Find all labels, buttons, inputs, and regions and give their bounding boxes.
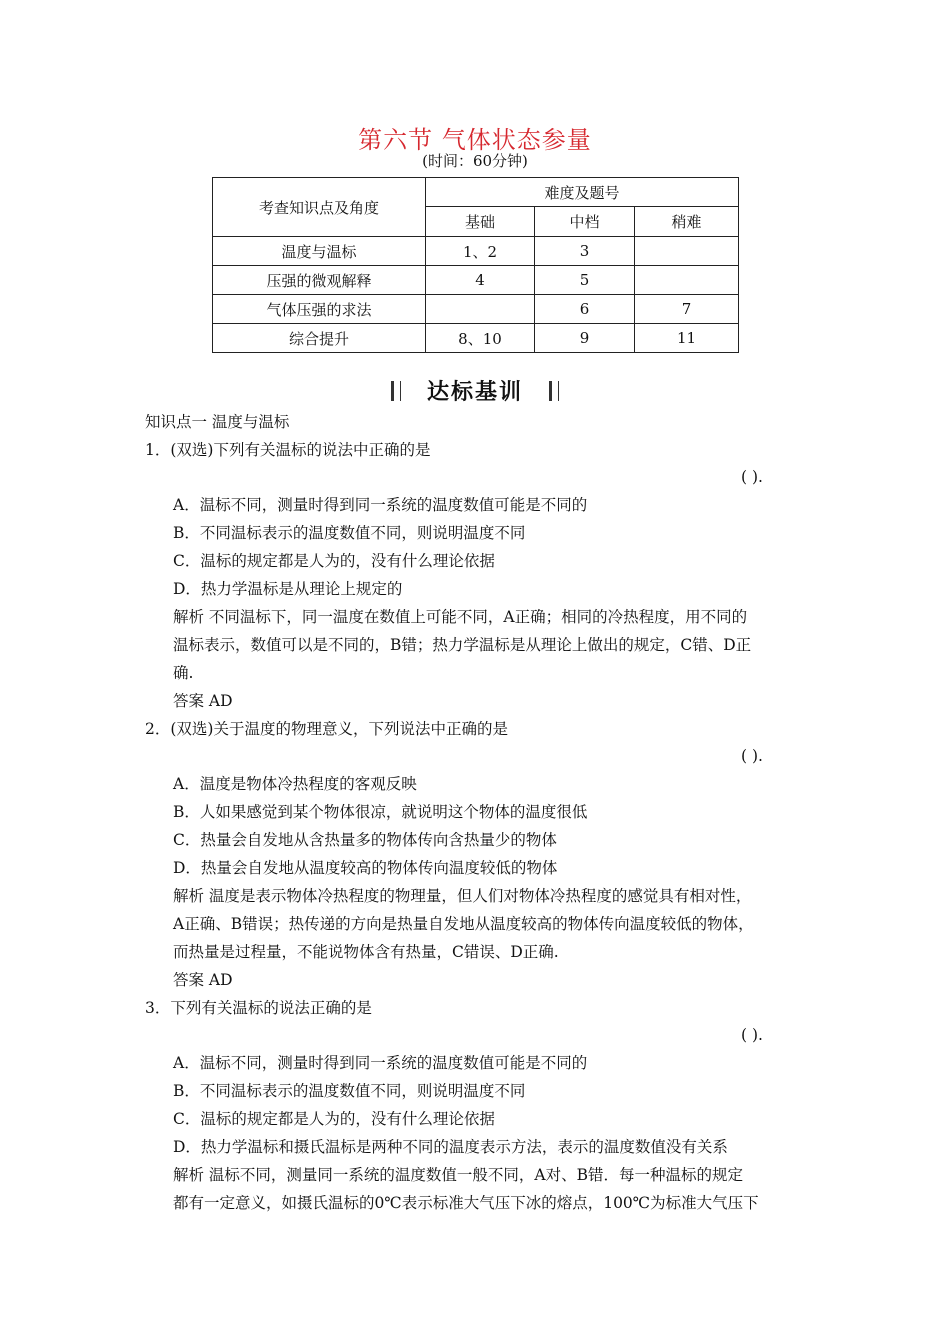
level-header: 中档 xyxy=(535,207,635,237)
answer-line: 答案 AD xyxy=(173,971,233,989)
table-cell: 1、2 xyxy=(426,237,535,266)
level-header: 稍难 xyxy=(635,207,739,237)
option: D．热力学温标是从理论上规定的 xyxy=(173,580,403,598)
question-stem: 1．(双选)下列有关温标的说法中正确的是 xyxy=(145,441,431,459)
option: A．温度是物体冷热程度的客观反映 xyxy=(173,775,417,793)
analysis-line: 而热量是过程量，不能说物体含有热量，C错误、D正确. xyxy=(173,943,559,961)
section-title: 达标基训 xyxy=(426,380,523,405)
question-stem: 3．下列有关温标的说法正确的是 xyxy=(145,999,372,1017)
table-cell: 6 xyxy=(535,295,635,324)
answer-line: 答案 AD xyxy=(173,692,233,710)
table-cell xyxy=(635,266,739,295)
page-title: 第六节 气体状态参量 xyxy=(358,126,592,154)
table-cell xyxy=(426,295,535,324)
topic-cell: 气体压强的求法 xyxy=(213,295,426,324)
table-cell: 4 xyxy=(426,266,535,295)
analysis-line: 解析 不同温标下，同一温度在数值上可能不同，A正确；相同的冷热程度，用不同的 xyxy=(173,608,748,626)
option: B．人如果感觉到某个物体很凉，就说明这个物体的温度很低 xyxy=(173,803,588,821)
level-header: 基础 xyxy=(426,207,535,237)
table-cell: 3 xyxy=(535,237,635,266)
table-cell xyxy=(635,237,739,266)
table-row xyxy=(213,324,739,353)
section-bar-left xyxy=(391,381,401,401)
topic-cell: 综合提升 xyxy=(213,324,426,353)
option: C．热量会自发地从含热量多的物体传向含热量少的物体 xyxy=(173,831,557,849)
option: C．温标的规定都是人为的，没有什么理论依据 xyxy=(173,1110,495,1128)
table-cell: 11 xyxy=(635,324,739,353)
knowledge-point-label: 知识点一 温度与温标 xyxy=(145,413,290,431)
table-row xyxy=(213,266,739,295)
option: D．热力学温标和摄氏温标是两种不同的温度表示方法，表示的温度数值没有关系 xyxy=(173,1138,728,1156)
answer-blank: ( ). xyxy=(741,1026,763,1044)
option: A．温标不同，测量时得到同一系统的温度数值可能是不同的 xyxy=(173,1054,588,1072)
section-bar-right xyxy=(549,381,559,401)
option: C．温标的规定都是人为的，没有什么理论依据 xyxy=(173,552,495,570)
table-corner-header: 考查知识点及角度 xyxy=(213,178,426,237)
analysis-line: A正确、B错误；热传递的方向是热量自发地从温度较高的物体传向温度较低的物体， xyxy=(173,915,754,933)
table-group-header: 难度及题号 xyxy=(426,178,739,207)
table-row xyxy=(213,295,739,324)
answer-blank: ( ). xyxy=(741,468,763,486)
table-cell: 5 xyxy=(535,266,635,295)
topic-cell: 压强的微观解释 xyxy=(213,266,426,295)
time-limit: (时间：60分钟) xyxy=(422,152,528,170)
answer-blank: ( ). xyxy=(741,747,763,765)
option: D．热量会自发地从温度较高的物体传向温度较低的物体 xyxy=(173,859,558,877)
knowledge-table xyxy=(212,177,739,353)
option: A．温标不同，测量时得到同一系统的温度数值可能是不同的 xyxy=(173,496,588,514)
option: B．不同温标表示的温度数值不同，则说明温度不同 xyxy=(173,524,526,542)
section-heading xyxy=(0,375,950,406)
option: B．不同温标表示的温度数值不同，则说明温度不同 xyxy=(173,1082,526,1100)
question-stem: 2．(双选)关于温度的物理意义，下列说法中正确的是 xyxy=(145,720,508,738)
table-cell: 9 xyxy=(535,324,635,353)
analysis-line: 温标表示，数值可以是不同的，B错；热力学温标是从理论上做出的规定，C错、D正 xyxy=(173,636,752,654)
analysis-line: 确. xyxy=(173,664,194,682)
analysis-line: 都有一定意义，如摄氏温标的0℃表示标准大气压下冰的熔点，100℃为标准大气压下 xyxy=(173,1194,759,1212)
analysis-line: 解析 温标不同，测量同一系统的温度数值一般不同，A对、B错．每一种温标的规定 xyxy=(173,1166,744,1184)
analysis-line: 解析 温度是表示物体冷热程度的物理量，但人们对物体冷热程度的感觉具有相对性， xyxy=(173,887,752,905)
table-cell: 8、10 xyxy=(426,324,535,353)
table-row xyxy=(213,237,739,266)
topic-cell: 温度与温标 xyxy=(213,237,426,266)
table-cell: 7 xyxy=(635,295,739,324)
